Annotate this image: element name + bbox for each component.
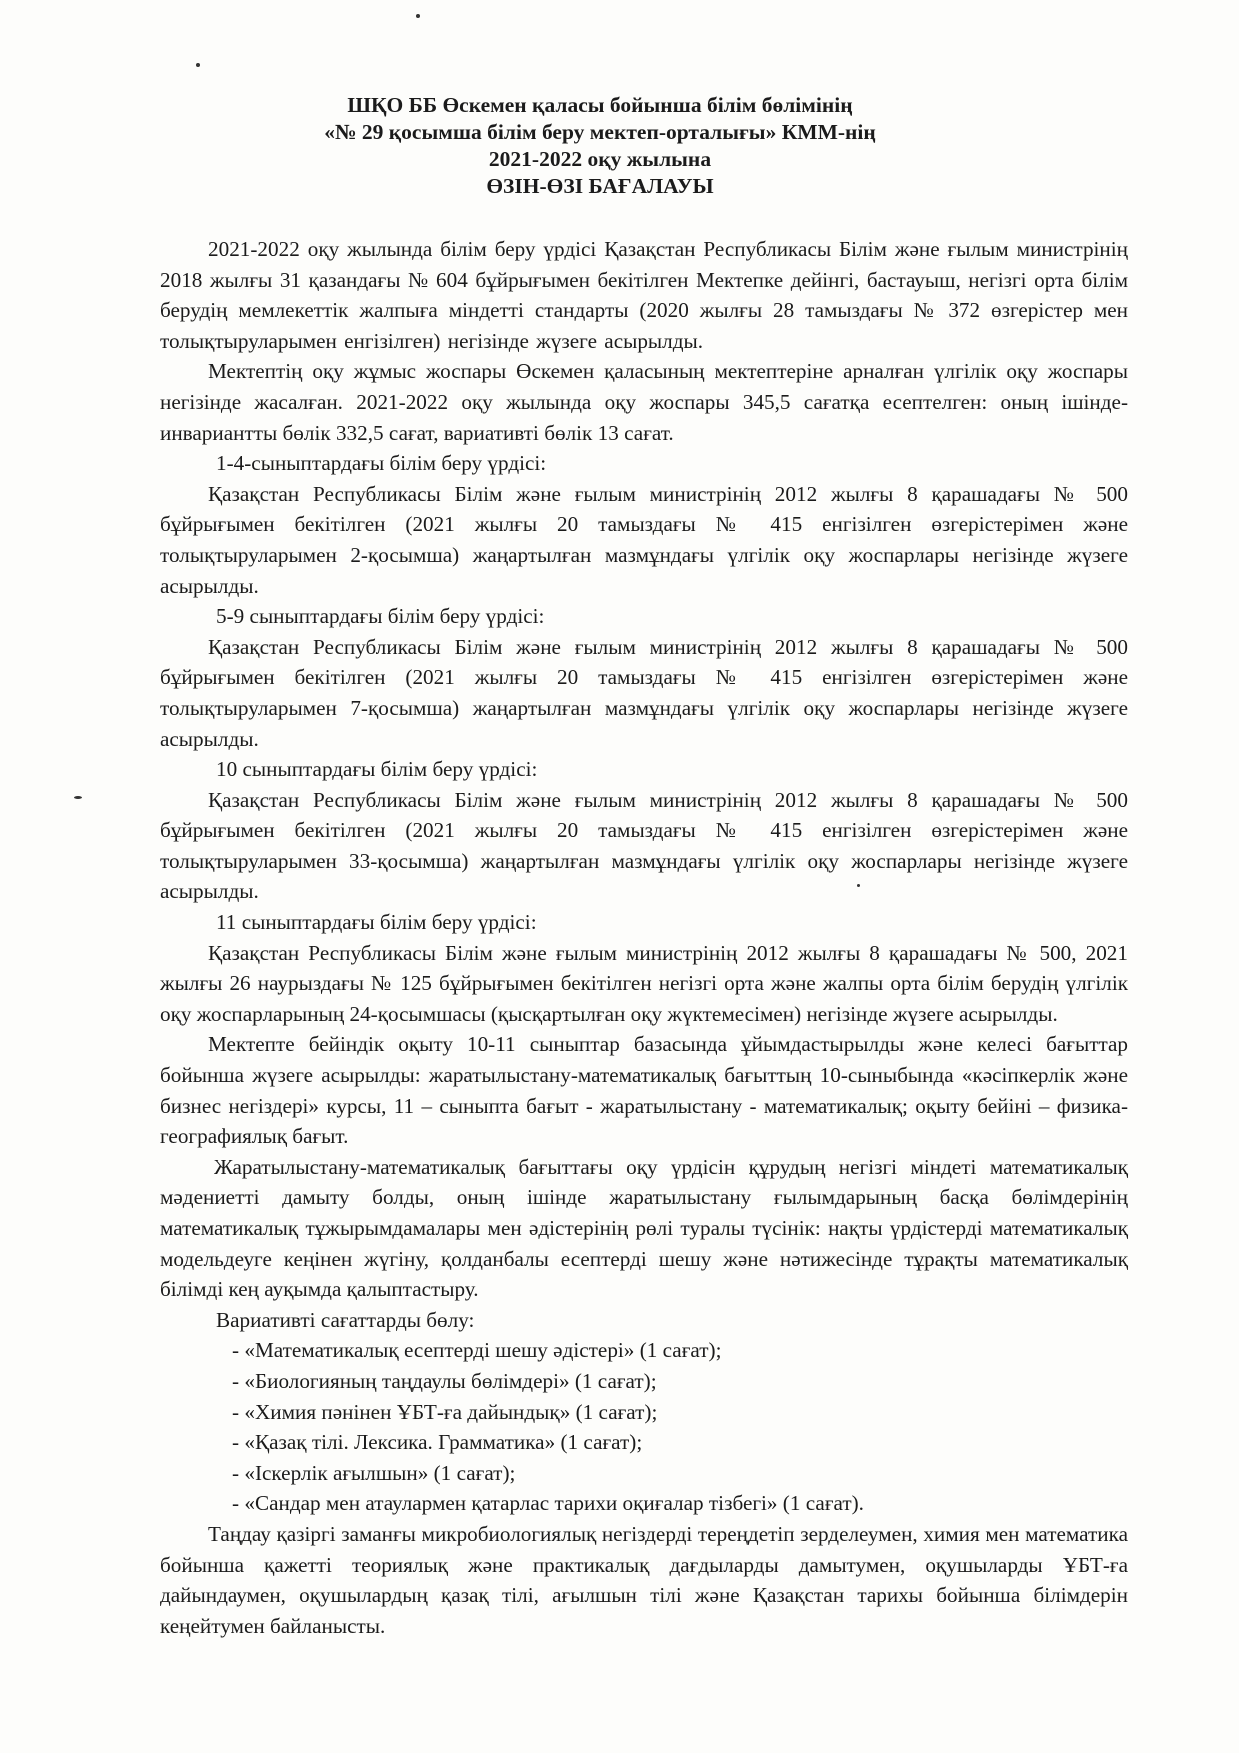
- list-item: - «Биологияның таңдаулы бөлімдері» (1 сағат);: [232, 1368, 657, 1393]
- header-line-2: «№ 29 қосымша білім беру мектеп-орталығы» КММ-нің: [324, 120, 876, 144]
- paragraph-intro: 2021-2022 оқу жылында білім беру үрдісі Қазақстан Республикасы Білім және ғылым министрінің 2018 жылғы 31 қазандағы № 604 бұйрығымен бекітілген Мектепке дейінгі, бастауыш, негізгі орта білім берудің мемлекеттік жалпыға міндетті стандарты (2020 жылғы 28 тамыздағы № 372 өзгерістер мен толықтыруларымен енгізілген) негізінде жүзеге асырылды.: [160, 237, 1128, 353]
- scan-speck: [416, 14, 420, 18]
- header-line-3: 2021-2022 оқу жылына: [488, 147, 712, 171]
- list-item: - «Сандар мен атаулармен қатарлас тарихи оқиғалар тізбегі» (1 сағат).: [232, 1491, 864, 1516]
- section-heading-grades-5-9: 5-9 сыныптардағы білім беру үрдісі:: [216, 604, 545, 629]
- scan-speck: [196, 63, 200, 67]
- list-item: - «Қазақ тілі. Лексика. Грамматика» (1 сағат);: [232, 1430, 643, 1455]
- list-item: - «Математикалық есептерді шешу әдістері» (1 сағат);: [232, 1338, 722, 1363]
- list-item: - «Іскерлік ағылшын» (1 сағат);: [232, 1460, 516, 1485]
- document-header: [150, 92, 1050, 200]
- scan-speck: [74, 796, 82, 799]
- paragraph-grade-10: Қазақстан Республикасы Білім және ғылым министрінің 2012 жылғы 8 қарашадағы № 500 бұйрығымен бекітілген (2021 жылғы 20 тамыздағы № 415 енгізілген өзгерістерімен және толықтыруларымен 33-қосымша) жаңартылған мазмұндағы үлгілік оқу жоспарлары негізінде жүзеге асырылды.: [160, 787, 1128, 904]
- header-line-1: ШҚО ББ Өскемен қаласы бойынша білім бөлімінің: [347, 93, 853, 117]
- section-heading-grade-11: 11 сыныптардағы білім беру үрдісі:: [216, 910, 537, 935]
- section-heading-grades-1-4: 1-4-сыныптардағы білім беру үрдісі:: [216, 451, 547, 476]
- document-body: [160, 234, 1128, 1641]
- paragraph-study-plan: Мектептің оқу жұмыс жоспары Өскемен қаласының мектептеріне арналған үлгілік оқу жоспары негізінде жасалған. 2021-2022 оқу жылында оқу жоспары 345,5 сағатқа есептелген: оның ішінде-инвариантты бөлік 332,5 сағат, вариативті бөлік 13 сағат.: [160, 359, 1128, 445]
- variative-hours-list: [160, 1335, 1128, 1519]
- variative-hours-heading: Вариативті сағаттарды бөлу:: [216, 1307, 475, 1332]
- paragraph-grade-11: Қазақстан Республикасы Білім және ғылым министрінің 2012 жылғы 8 қарашадағы № 500, 2021 жылғы 26 наурыздағы № 125 бұйрығымен бекітілген негізгі орта және жалпы орта білім берудің үлгілік оқу жоспарларының 24-қосымшасы (қысқартылған оқу жүктемесімен) негізінде жүзеге асырылды.: [160, 940, 1128, 1026]
- paragraph-grades-1-4: Қазақстан Республикасы Білім және ғылым министрінің 2012 жылғы 8 қарашадағы № 500 бұйрығымен бекітілген (2021 жылғы 20 тамыздағы № 415 енгізілген өзгерістерімен және толықтыруларымен 2-қосымша) жаңартылған мазмұндағы үлгілік оқу жоспарлары негізінде жүзеге асырылды.: [160, 481, 1128, 598]
- document-title: ӨЗІН-ӨЗІ БАҒАЛАУЫ: [486, 174, 714, 198]
- paragraph-profile-education: Мектепте бейіндік оқыту 10-11 сыныптар базасында ұйымдастырылды және келесі бағыттар бойынша жүзеге асырылды: жаратылыстану-математикалық бағыттың 10-сыныбында «кәсіпкерлік және бизнес негіздері» курсы, 11 – сыныпта бағыт - жаратылыстану - математикалық; оқыту бейіні – физика-географиялық бағыт.: [160, 1032, 1128, 1149]
- paragraph-natural-math-direction: Жаратылыстану-математикалық бағыттағы оқу үрдісін құрудың негізгі міндеті математикалық мәдениетті дамыту болды, оның ішінде жаратылыстану ғылымдарының басқа бөлімдерінің математикалық тұжырымдамалары мен әдістерінің рөлі туралы түсінік: нақты үрдістерді математикалық модельдеуге кеңінен жүгіну, қолданбалы есептерді шешу және нәтижесінде тұрақты математикалық білімді кең ауқымда қалыптастыру.: [160, 1154, 1128, 1302]
- section-heading-grade-10: 10 сыныптардағы білім беру үрдісі:: [216, 757, 538, 782]
- paragraph-grades-5-9: Қазақстан Республикасы Білім және ғылым министрінің 2012 жылғы 8 қарашадағы № 500 бұйрығымен бекітілген (2021 жылғы 20 тамыздағы № 415 енгізілген өзгерістерімен және толықтыруларымен 7-қосымша) жаңартылған мазмұндағы үлгілік оқу жоспарлары негізінде жүзеге асырылды.: [160, 634, 1128, 751]
- paragraph-choice-rationale: Таңдау қазіргі заманғы микробиологиялық негіздерді тереңдетіп зерделеумен, химия мен математика бойынша қажетті теориялық және практикалық дағдыларды дамытумен, оқушыларды ҰБТ-ға дайындаумен, оқушылардың қазақ тілі, ағылшын тілі және Қазақстан тарихы бойынша білімдерін кеңейтумен байланысты.: [160, 1521, 1128, 1638]
- list-item: - «Химия пәнінен ҰБТ-ға дайындық» (1 сағат);: [232, 1399, 658, 1424]
